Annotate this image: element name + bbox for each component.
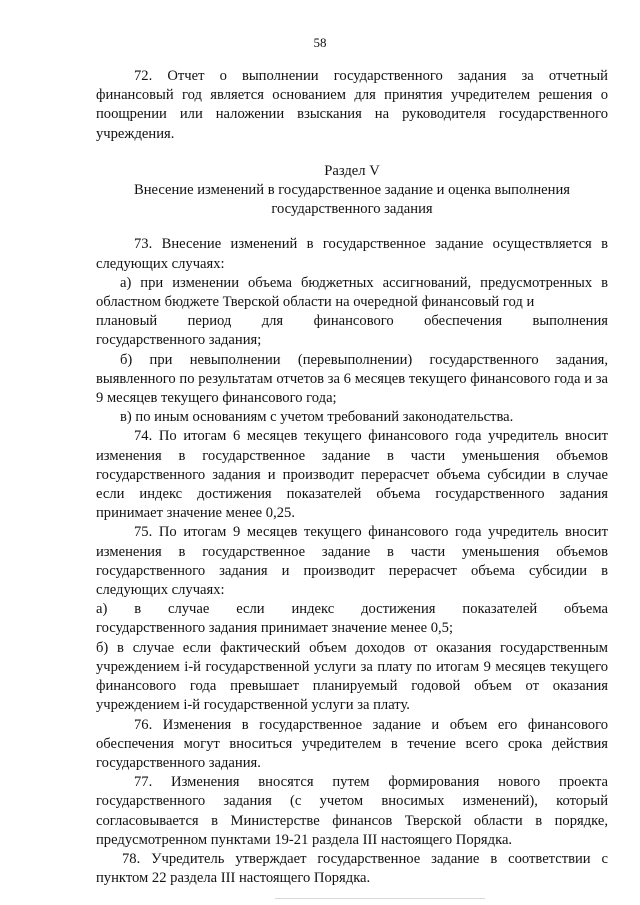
paragraph-73-b: б) при невыполнении (перевыполнении) государственного задания, выявленного по результатам отчетов за 6 месяцев текущего финансового года и за 9 месяцев текущего финансового года;	[96, 351, 608, 407]
paragraph-73-a-line1: а) при изменении объема бюджетных ассигнований, предусмотренных в областном бюджете Тверской области на очередной финансовый год и	[96, 274, 608, 311]
paragraph-73-a-line2: плановый период для финансового обеспечения выполнения	[96, 313, 608, 330]
paragraph-76: 76. Изменения в государственное задание и объем его финансового обеспечения могут вноситься учредителем в течение всего срока действия государственного задания.	[96, 716, 608, 771]
page-number: 58	[313, 35, 327, 50]
document-body	[96, 67, 608, 888]
section-title-line2: государственного задания	[271, 201, 433, 218]
paragraph-77: 77. Изменения вносятся путем формирования нового проекта государственного задания (с учетом вносимых изменений), который согласовывается в Министерстве финансов Тверской области в порядке, предусмотренном пунктами 19-21 раздела III настоящего Порядка.	[96, 774, 608, 848]
paragraph-78: 78. Учредитель утверждает государственное задание в соответствии с пунктом 22 раздела III настоящего Порядка.	[96, 850, 608, 887]
paragraph-75-a-line2: государственного задания принимает значение менее 0,5;	[96, 620, 453, 637]
section-label: Раздел V	[324, 162, 380, 179]
paragraph-75-intro: 75. По итогам 9 месяцев текущего финансового года учредитель вносит изменения в государственное задание в части уменьшения объемов государственного задания и производит перерасчет объема субсидии в следующих случаях:	[96, 524, 608, 599]
paragraph-72: 72. Отчет о выполнении государственного задания за отчетный финансовый год является основанием для принятия учредителем решения о поощрении или наложении взыскания на руководителя государственного учреждения.	[96, 68, 608, 142]
paragraph-75-b: б) в случае если фактический объем доходов от оказания государственным учреждением i-й государственной услуги за плату по итогам 9 месяцев текущего финансового года превышает планируемый годовой объем от оказания учреждением i-й государственной услуги за плату.	[96, 639, 608, 714]
paragraph-73-a-line3: государственного задания;	[96, 332, 262, 349]
section-title-line1: Внесение изменений в государственное задание и оценка выполнения	[133, 182, 570, 199]
paragraph-74: 74. По итогам 6 месяцев текущего финансового года учредитель вносит изменения в государственное задание в части уменьшения объемов государственного задания и производит перерасчет объема субсидии в случае если индекс достижения показателей объема государственного задания принимает значение менее 0,25.	[96, 428, 608, 522]
paragraph-73-intro: 73. Внесение изменений в государственное задание осуществляется в следующих случаях:	[96, 236, 608, 272]
scan-artifact-line	[275, 898, 485, 899]
paragraph-75-a-line1: а) в случае если индекс достижения показателей объема	[96, 601, 608, 618]
paragraph-73-v: в) по иным основаниям с учетом требований законодательства.	[120, 409, 514, 426]
